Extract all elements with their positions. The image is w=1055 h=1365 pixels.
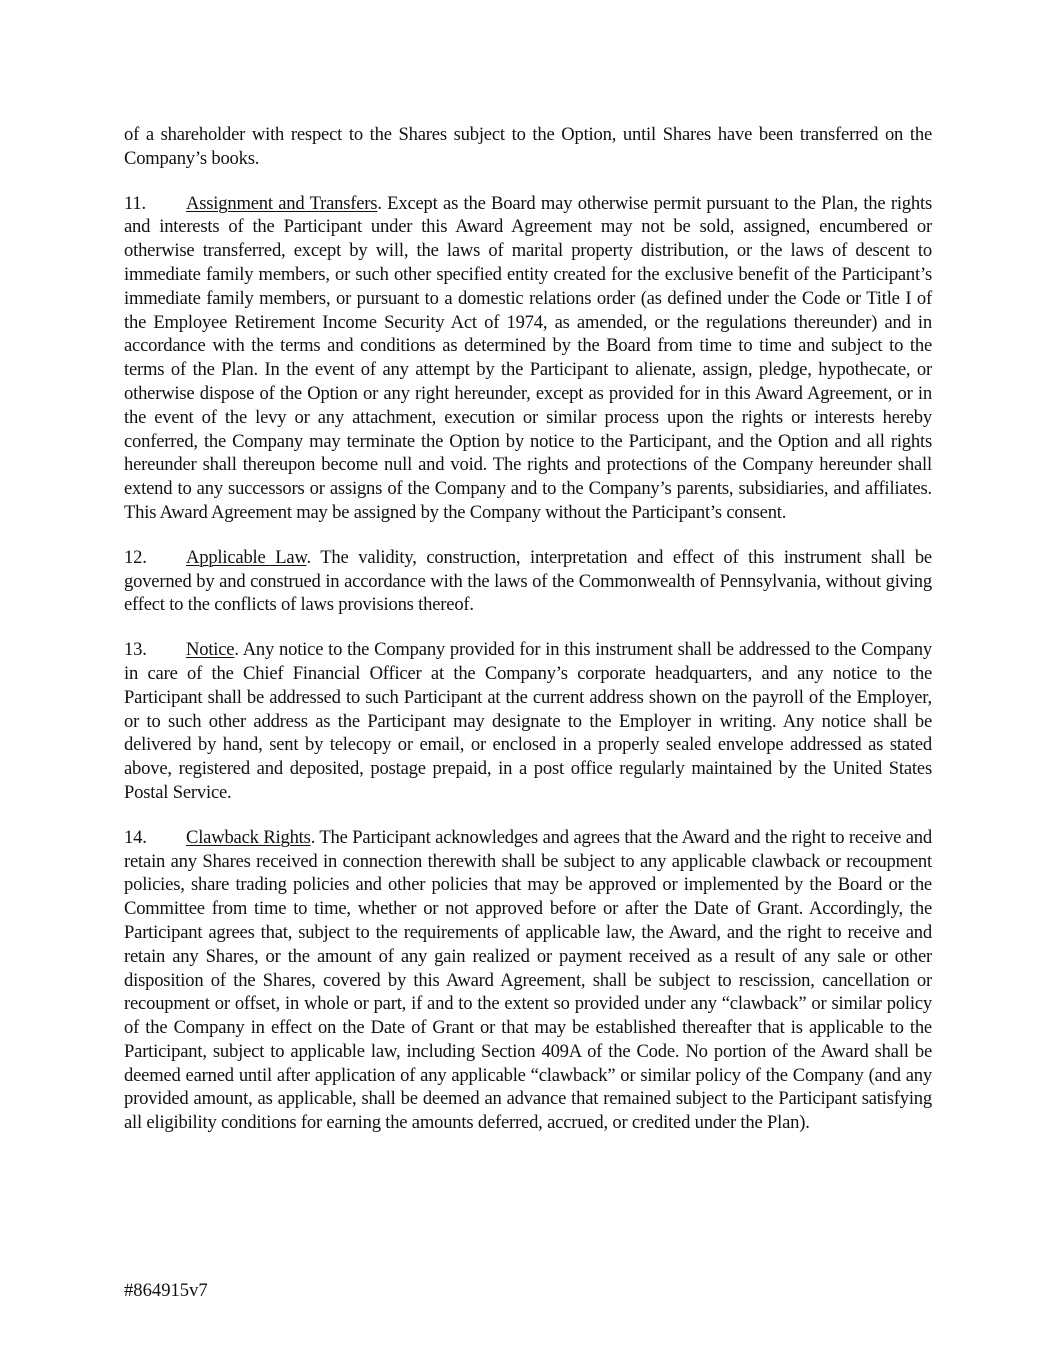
section-title: Clawback Rights [186,826,311,848]
section-13-notice [124,638,932,805]
section-number: 14. [124,826,147,848]
continuation-paragraph: of a shareholder with respect to the Shares subject to the Option, until Shares have been transferred on the Company’s books. [124,124,932,169]
section-number: 13. [124,639,147,661]
section-body: . The Participant acknowledges and agrees that the Award and the right to receive and retain any Shares received in connection therewith shall be subject to any applicable clawback or recoupment policies, share trading policies and other policies that may be approved or implemented by the Board or the Committee from time to time, whether or not approved before or after the Date of Grant. Accordingly, the Participant agrees that, subject to the requirements of applicable law, the Award, and the right to receive and retain any Shares, or the amount of any gain realized or payment received as a result of any sale or other disposition of the Shares, covered by this Award Agreement, shall be subject to rescission, cancellation or recoupment or offset, in whole or part, if and to the extent so provided under any “clawback” or similar policy of the Company in effect on the Date of Grant or that may be established thereafter that is applicable to the Participant, subject to applicable law, including Section 409A of the Code. No portion of the Award shall be deemed earned until after application of any applicable “clawback” or similar policy of the Company (and any provided amount, as applicable, shall be deemed an advance that remained subject to the Participant satisfying all eligibility conditions for earning the amounts deferred, accrued, or credited under the Plan). [124,826,932,1134]
section-12-applicable-law [124,546,932,617]
section-title: Applicable Law [186,546,307,568]
section-14-clawback-rights [124,826,932,1135]
section-body: . Except as the Board may otherwise permit pursuant to the Plan, the rights and interests of the Participant under this Award Agreement may not be sold, assigned, encumbered or otherwise transferred, except by will, the laws of marital property distribution, or the laws of descent to immediate family members, or such other specified entity created for the exclusive benefit of the Participant’s immediate family members, or pursuant to a domestic relations order (as defined under the Code or Title I of the Employee Retirement Income Security Act of 1974, as amended, or the regulations thereunder) and in accordance with the terms and conditions as determined by the Board from time to time and subject to the terms of the Plan. In the event of any attempt by the Participant to alienate, assign, pledge, hypothecate, or otherwise dispose of the Option or any right hereunder, except as provided for in this Award Agreement, or in the event of the levy or any attachment, execution or similar process upon the rights or interests hereby conferred, the Company may terminate the Option by notice to the Participant, and the Option and all rights hereunder shall thereupon become null and void. The rights and protections of the Company hereunder shall extend to any successors or assigns of the Company and to the Company’s parents, subsidiaries, and affiliates. This Award Agreement may be assigned by the Company without the Participant’s consent. [124,192,932,523]
footer-document-id: #864915v7 [124,1280,208,1301]
section-number: 11. [124,192,146,214]
section-body: . The validity, construction, interpretation and effect of this instrument shall be governed by and construed in accordance with the laws of the Commonwealth of Pennsylvania, without giving effect to the conflicts of laws provisions thereof. [124,546,932,616]
section-title: Assignment and Transfers [186,192,378,214]
section-11-assignment-and-transfers [124,192,932,525]
section-body: . Any notice to the Company provided for in this instrument shall be addressed to the Company in care of the Chief Financial Officer at the Company’s corporate headquarters, and any notice to the Participant shall be addressed to such Participant at the current address shown on the payroll of the Employer, or to such other address as the Participant may designate to the Employer in writing. Any notice shall be delivered by hand, sent by telecopy or email, or enclosed in a properly sealed envelope addressed as stated above, registered and deposited, postage prepaid, in a post office regularly maintained by the United States Postal Service. [124,639,932,803]
section-title: Notice [186,639,235,661]
document-page [124,123,932,1156]
section-number: 12. [124,546,147,568]
